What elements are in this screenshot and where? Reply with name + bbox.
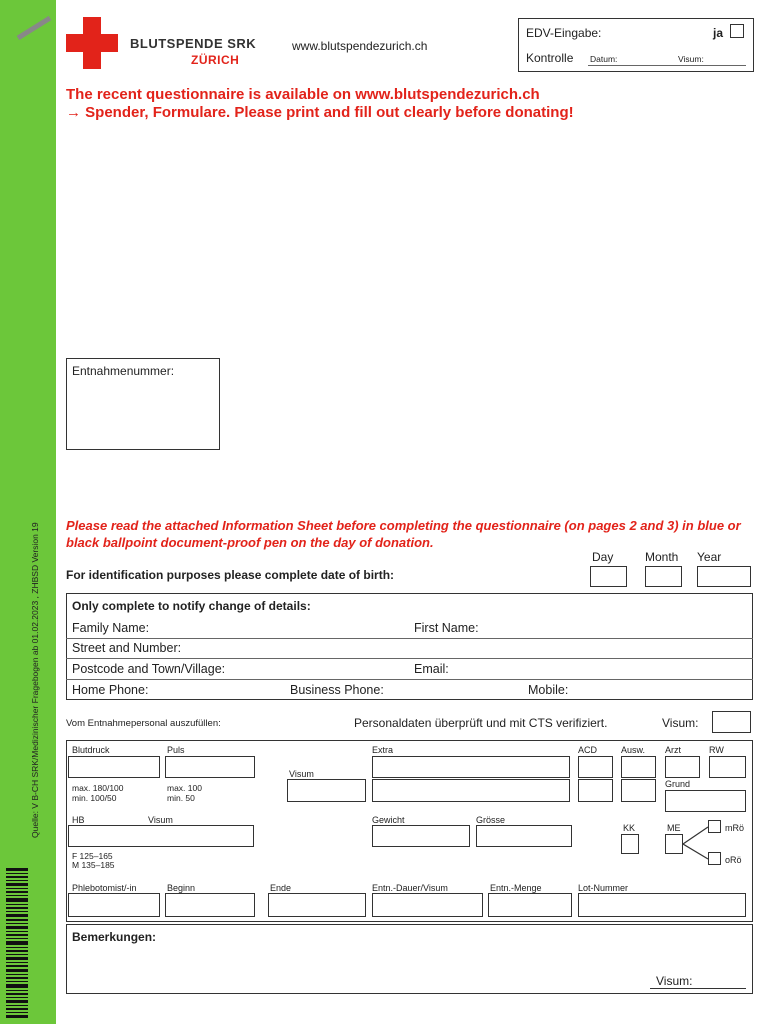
kontrolle-line [588, 65, 746, 66]
entnahme-label: Entnahmenummer: [72, 364, 175, 378]
visum-small-input[interactable] [287, 779, 366, 802]
rw-label: RW [709, 745, 724, 755]
red-cross-logo [66, 17, 118, 74]
me-branch-lines [683, 825, 709, 866]
business-phone-label: Business Phone: [290, 683, 384, 697]
groesse-label: Grösse [476, 815, 506, 825]
hb-label: HB [72, 815, 85, 825]
acd-input[interactable] [578, 756, 613, 778]
bemerkungen-visum-label: Visum: [656, 974, 693, 988]
lot-input[interactable] [578, 893, 746, 917]
ausw-label: Ausw. [621, 745, 646, 755]
postcode-line[interactable] [66, 679, 753, 680]
hb-input[interactable] [68, 825, 254, 847]
oro-label: oRö [725, 855, 742, 865]
extra-label: Extra [372, 745, 394, 755]
kk-input[interactable] [621, 834, 639, 854]
gewicht-input[interactable] [372, 825, 470, 847]
grund-label: Grund [665, 779, 691, 789]
bemerkungen-box[interactable] [66, 924, 753, 994]
website-url: www.blutspendezurich.ch [292, 39, 428, 53]
menge-label: Entn.-Menge [490, 883, 542, 893]
me-label: ME [667, 823, 681, 833]
menge-input[interactable] [488, 893, 572, 917]
edv-label: EDV-Eingabe: [526, 26, 602, 40]
kontrolle-label: Kontrolle [526, 51, 574, 65]
mobile-label: Mobile: [528, 683, 569, 697]
brand-city: ZÜRICH [191, 53, 240, 67]
home-phone-label: Home Phone: [72, 683, 149, 697]
blutdruck-max: max. 180/100 [72, 783, 124, 793]
phlebotomist-label: Phlebotomist/-in [72, 883, 137, 893]
grund-input[interactable] [665, 790, 746, 812]
extra-input[interactable] [372, 756, 570, 778]
lot-label: Lot-Nummer [578, 883, 629, 893]
visum-small-label: Visum [289, 769, 314, 779]
hb-visum-label: Visum [148, 815, 173, 825]
puls-input[interactable] [165, 756, 255, 778]
bemerkungen-visum-line[interactable] [650, 988, 746, 989]
postcode-label: Postcode and Town/Village: [72, 662, 226, 676]
dob-day-label: Day [592, 550, 614, 564]
acd-input-2[interactable] [578, 779, 613, 802]
bemerkungen-label: Bemerkungen: [72, 930, 157, 944]
staff-visum-input[interactable] [712, 711, 751, 733]
puls-min: min. 50 [167, 793, 195, 803]
dauer-label: Entn.-Dauer/Visum [372, 883, 448, 893]
ende-input[interactable] [268, 893, 366, 917]
dob-year-label: Year [697, 550, 722, 564]
mro-checkbox[interactable] [708, 820, 721, 833]
puls-label: Puls [167, 745, 185, 755]
notice-line2: → Spender, Formulare. Please print and fill out clearly before donating! [66, 104, 574, 121]
staff-intro: Vom Entnahmepersonal auszufüllen: [66, 718, 221, 729]
hb-range-f: F 125–165 [72, 851, 113, 861]
ausw-input[interactable] [621, 756, 656, 778]
beginn-label: Beginn [167, 883, 196, 893]
staff-visum-label: Visum: [662, 716, 699, 730]
datum-label: Datum: [590, 54, 618, 64]
instruction-line2: black ballpoint document-proof pen on the day of donation. [66, 535, 434, 550]
blutdruck-min: min. 100/50 [72, 793, 117, 803]
oro-checkbox[interactable] [708, 852, 721, 865]
dob-day-input[interactable] [590, 566, 627, 587]
dob-label: For identification purposes please complete date of birth: [66, 568, 395, 582]
blutdruck-label: Blutdruck [72, 745, 110, 755]
mro-label: mRö [725, 823, 745, 833]
kk-label: KK [623, 823, 636, 833]
street-line[interactable] [66, 658, 753, 659]
edv-ja-checkbox[interactable] [730, 24, 744, 38]
extra-input-2[interactable] [372, 779, 570, 802]
blutdruck-input[interactable] [68, 756, 160, 778]
arzt-input[interactable] [665, 756, 700, 778]
phlebotomist-input[interactable] [68, 893, 160, 917]
edv-visum-label: Visum: [678, 54, 704, 64]
dob-month-input[interactable] [645, 566, 682, 587]
source-version-text: Quelle: V B-CH SRK/Medizinischer Fragebogen ab 01.02.2023 , ZHBSD Version 19 [30, 522, 40, 838]
first-name-label: First Name: [414, 621, 479, 635]
acd-label: ACD [578, 745, 598, 755]
dauer-input[interactable] [372, 893, 483, 917]
email-label: Email: [414, 662, 449, 676]
puls-max: max. 100 [167, 783, 202, 793]
gewicht-label: Gewicht [372, 815, 405, 825]
edv-ja-label: ja [713, 26, 724, 40]
scan-mark [16, 16, 52, 45]
ende-label: Ende [270, 883, 292, 893]
groesse-input[interactable] [476, 825, 572, 847]
instruction-line1: Please read the attached Information Sheet before completing the questionnaire (on pages 2 and 3) in blue or [66, 518, 741, 533]
family-name-line[interactable] [66, 638, 753, 639]
me-input[interactable] [665, 834, 683, 854]
rw-input[interactable] [709, 756, 746, 778]
change-details-title: Only complete to notify change of details: [72, 599, 311, 613]
dob-month-label: Month [645, 550, 679, 564]
barcode [6, 868, 28, 1018]
dob-year-input[interactable] [697, 566, 751, 587]
beginn-input[interactable] [165, 893, 255, 917]
ausw-input-2[interactable] [621, 779, 656, 802]
notice-line1: The recent questionnaire is available on www.blutspendezurich.ch [66, 86, 540, 103]
brand-name: BLUTSPENDE SRK [130, 36, 257, 51]
family-name-label: Family Name: [72, 621, 150, 635]
street-label: Street and Number: [72, 641, 182, 655]
cts-verified: Personaldaten überprüft und mit CTS verifiziert. [354, 716, 608, 730]
hb-range-m: M 135–185 [72, 860, 115, 870]
arzt-label: Arzt [665, 745, 682, 755]
